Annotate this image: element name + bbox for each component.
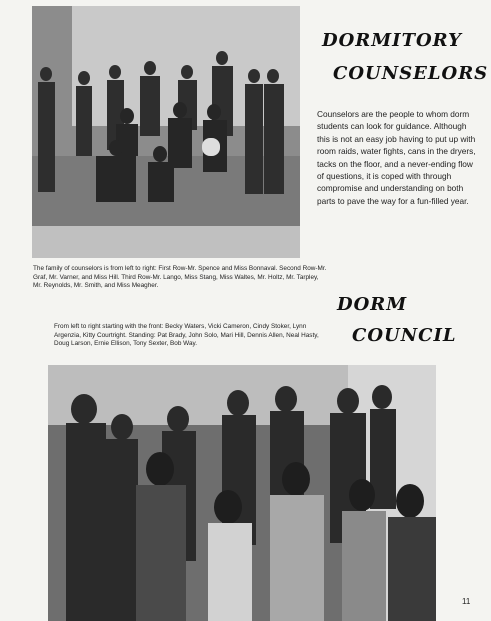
- counselors-title-line1: DORMITORY: [322, 30, 462, 51]
- council-title-line2: COUNCIL: [352, 325, 457, 346]
- counselors-title-line2: COUNSELORS: [333, 63, 489, 84]
- counselors-caption: The family of counselors is from left to right: First Row-Mr. Spence and Miss Bonnaval. Second Row-Mr. Graf, Mr. Varner, and Miss Hill. Third Row-Mr. Lango, Miss Stang, Miss Waltes, Mr. Holtz, Mr. Tarpley, Mr. Reynolds, Mr. Smith, and Miss Meagher.: [33, 265, 327, 290]
- counselors-body-text: Counselors are the people to whom dorm students can look for guidance. Although this is not an easy job having to put up with room raids, water fights, cans in the dryers, tacks on the floor, and a never-ending flow of questions, it is coped with through compromise and understanding on both parts to pave the way for a fun-filled year.: [317, 109, 476, 206]
- counselors-group-photo: [32, 6, 300, 258]
- page-number: 11: [462, 597, 471, 606]
- council-caption: From left to right starting with the front: Becky Waters, Vicki Cameron, Cindy Stoker, Lynn Argenzia, Kitty Courtright. Standing: Pat Brady, John Solo, Mari Hill, Dennis Allen, Neal Hasty, Doug Larson, Ernie Ellison, Tony Sexter, Bob Way.: [54, 323, 319, 348]
- council-group-photo: [48, 365, 436, 621]
- council-title-line1: DORM: [337, 294, 408, 315]
